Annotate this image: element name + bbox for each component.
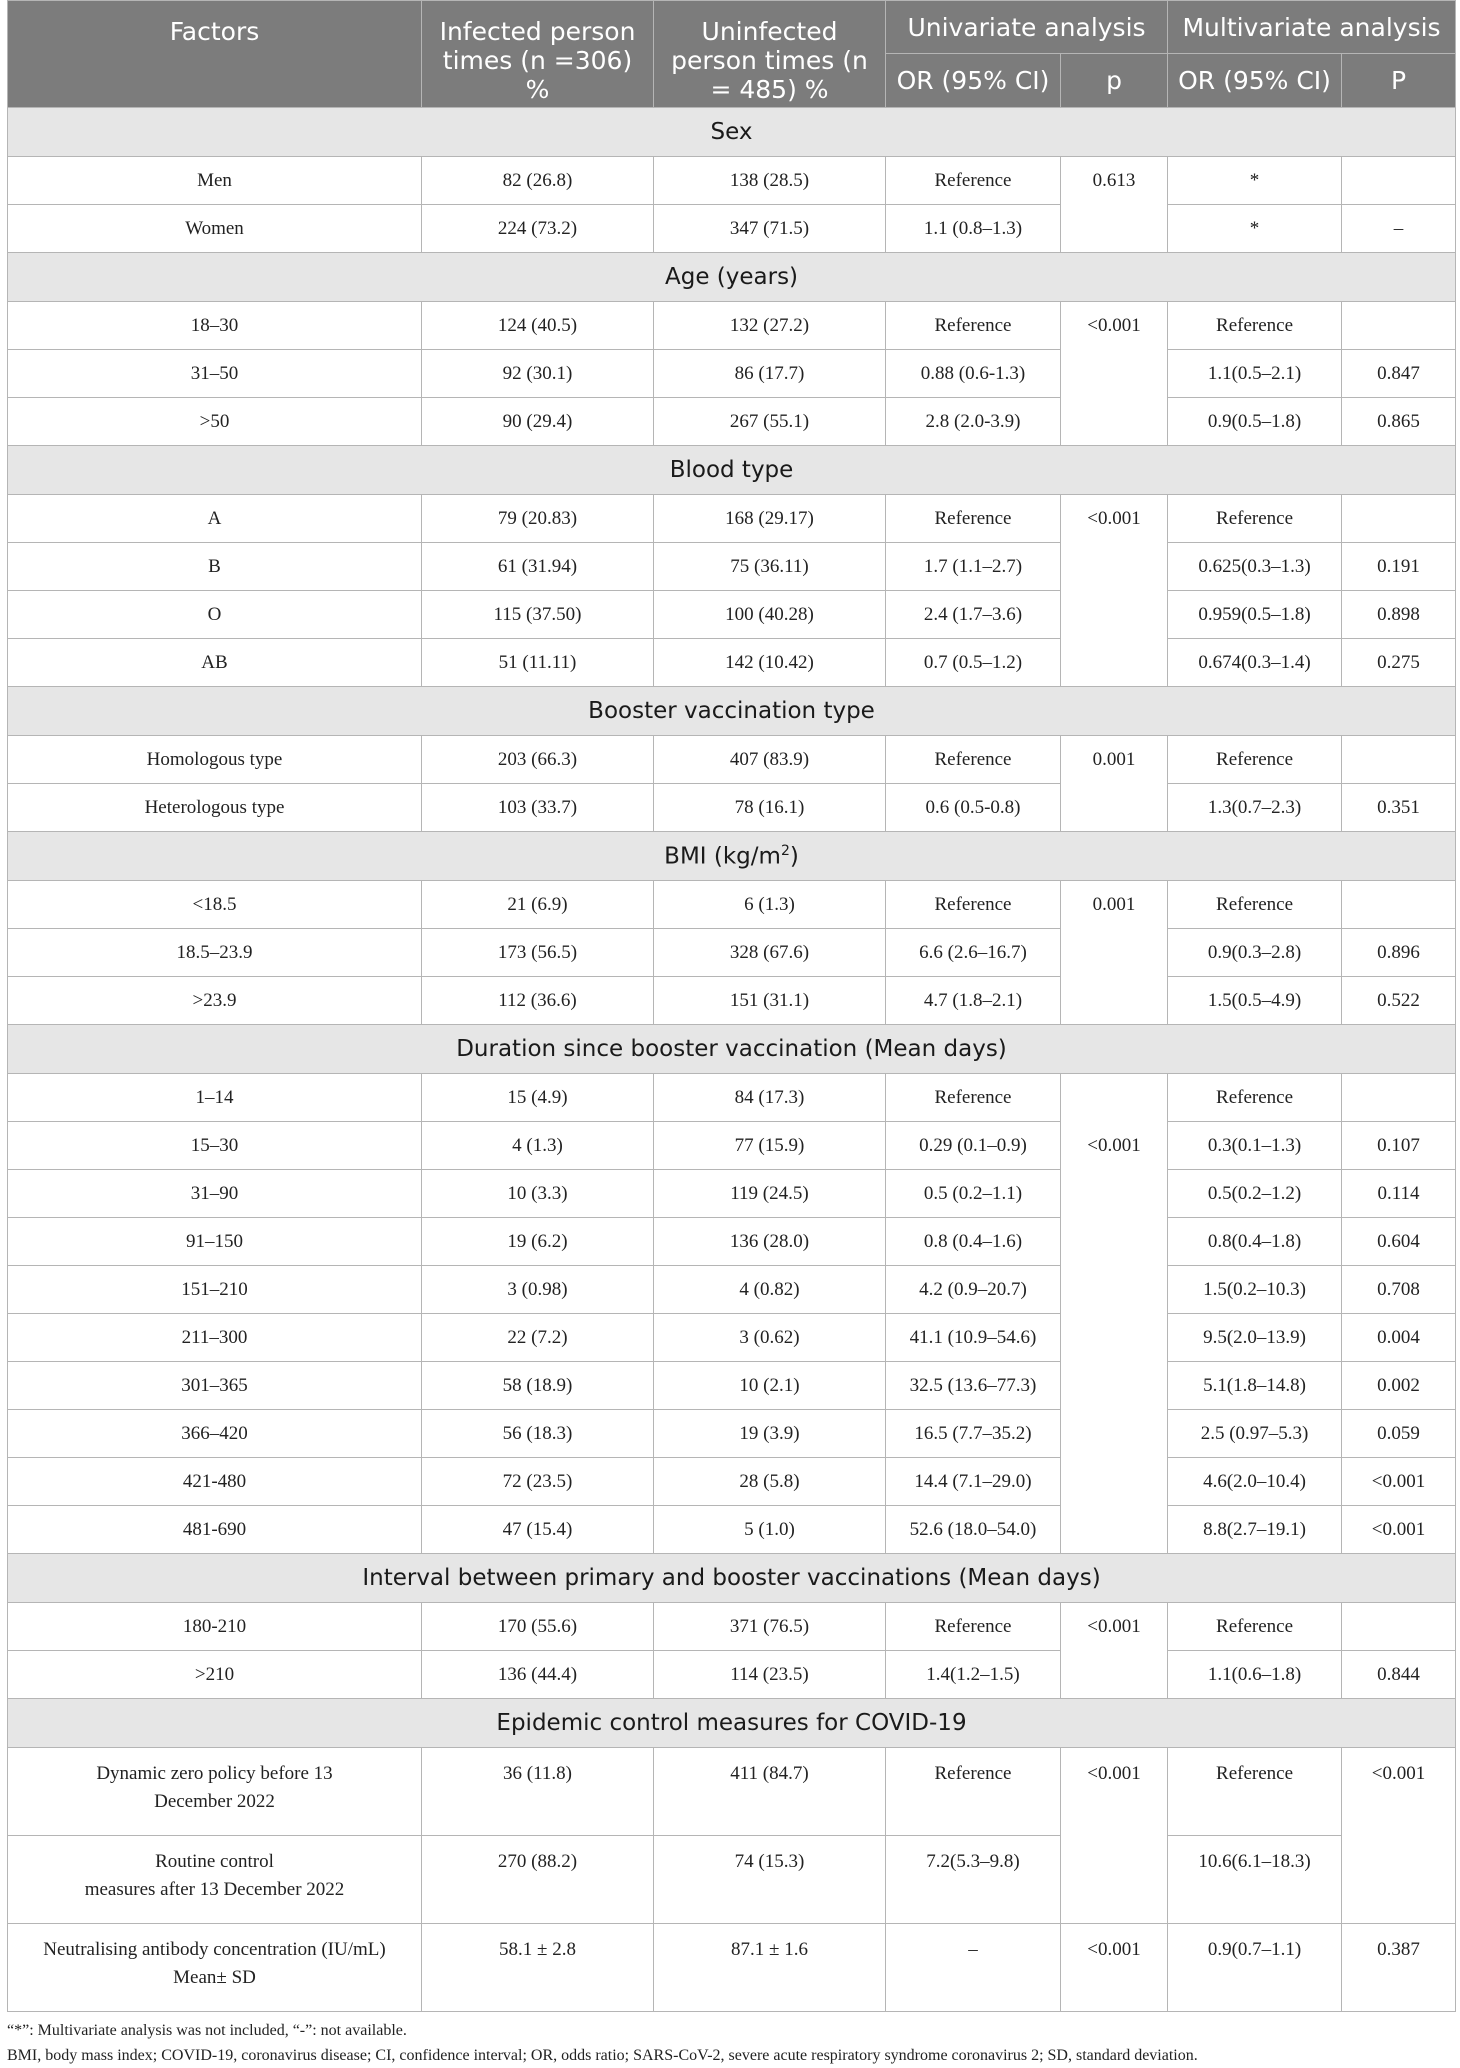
table-row: [8, 881, 1456, 929]
cell-uni-p: [1061, 1314, 1168, 1362]
cell-factor: 31–90: [8, 1170, 422, 1218]
cell-uninfected: 371 (76.5): [654, 1603, 886, 1651]
cell-uni-p: [1061, 543, 1168, 591]
cell-multi-p: 0.898: [1342, 591, 1456, 639]
table-row: [8, 1266, 1456, 1314]
cell-infected: 22 (7.2): [422, 1314, 654, 1362]
footnote-symbols: “*”: Multivariate analysis was not included, “-”: not available.: [7, 2022, 407, 2039]
cell-uni-or: 0.8 (0.4–1.6): [886, 1218, 1061, 1266]
header-infected: Infected person times (n =306) %: [422, 1, 654, 108]
header-uni-or: OR (95% CI): [886, 54, 1061, 108]
cell-multi-p: 0.844: [1342, 1651, 1456, 1699]
cell-uninfected: 267 (55.1): [654, 398, 886, 446]
cell-multi-p: [1342, 1603, 1456, 1651]
cell-uninfected: 138 (28.5): [654, 157, 886, 205]
cell-uni-or: 41.1 (10.9–54.6): [886, 1314, 1061, 1362]
cell-multi-p: 0.275: [1342, 639, 1456, 687]
cell-uni-or: 4.7 (1.8–2.1): [886, 977, 1061, 1025]
cell-uninfected: 347 (71.5): [654, 205, 886, 253]
table-row: [8, 1924, 1456, 2012]
section-age: Age (years): [8, 253, 1456, 302]
cell-uni-or: 16.5 (7.7–35.2): [886, 1410, 1061, 1458]
cell-uninfected: 86 (17.7): [654, 350, 886, 398]
cell-infected: 4 (1.3): [422, 1122, 654, 1170]
cell-factor: 180-210: [8, 1603, 422, 1651]
cell-uni-or: 2.4 (1.7–3.6): [886, 591, 1061, 639]
cell-infected: 3 (0.98): [422, 1266, 654, 1314]
cell-factor: Heterologous type: [8, 784, 422, 832]
cell-factor: 18–30: [8, 302, 422, 350]
cell-uni-or: Reference: [886, 881, 1061, 929]
cell-factor-line2: Mean± SD: [173, 1967, 256, 1988]
cell-uninfected: 6 (1.3): [654, 881, 886, 929]
cell-factor: [8, 1748, 422, 1836]
bmi-superscript: 2: [780, 842, 790, 859]
table-row: [8, 350, 1456, 398]
cell-uni-p: [1061, 929, 1168, 977]
cell-uninfected: 136 (28.0): [654, 1218, 886, 1266]
cell-infected: 224 (73.2): [422, 205, 654, 253]
cell-multi-p: 0.847: [1342, 350, 1456, 398]
cell-uni-or: 1.7 (1.1–2.7): [886, 543, 1061, 591]
cell-infected: 21 (6.9): [422, 881, 654, 929]
cell-uni-or: 1.1 (0.8–1.3): [886, 205, 1061, 253]
table-header: [8, 1, 1456, 108]
cell-factor-line2: December 2022: [154, 1791, 275, 1812]
cell-multi-or: 1.1(0.6–1.8): [1168, 1651, 1342, 1699]
cell-uni-or: 52.6 (18.0–54.0): [886, 1506, 1061, 1554]
cell-multi-p: 0.114: [1342, 1170, 1456, 1218]
table-row: [8, 1651, 1456, 1699]
cell-multi-or: 1.1(0.5–2.1): [1168, 350, 1342, 398]
cell-uni-p: [1061, 398, 1168, 446]
cell-factor-line1: Routine control: [155, 1851, 274, 1872]
cell-multi-p: 0.865: [1342, 398, 1456, 446]
cell-multi-or: 9.5(2.0–13.9): [1168, 1314, 1342, 1362]
cell-uni-p: [1061, 1506, 1168, 1554]
cell-uni-or: Reference: [886, 1603, 1061, 1651]
cell-uni-or: 0.7 (0.5–1.2): [886, 639, 1061, 687]
cell-uninfected: 407 (83.9): [654, 736, 886, 784]
cell-multi-p: [1342, 495, 1456, 543]
cell-multi-or: Reference: [1168, 302, 1342, 350]
cell-multi-or: 0.3(0.1–1.3): [1168, 1122, 1342, 1170]
cell-factor: 1–14: [8, 1074, 422, 1122]
header-multi-p: P: [1342, 54, 1456, 108]
cell-uni-or: 32.5 (13.6–77.3): [886, 1362, 1061, 1410]
cell-uni-or: 1.4(1.2–1.5): [886, 1651, 1061, 1699]
cell-factor: 421-480: [8, 1458, 422, 1506]
bmi-close: ): [789, 843, 799, 870]
cell-uni-or: 0.88 (0.6-1.3): [886, 350, 1061, 398]
cell-multi-or: 5.1(1.8–14.8): [1168, 1362, 1342, 1410]
cell-infected: 136 (44.4): [422, 1651, 654, 1699]
table-row: [8, 736, 1456, 784]
cell-uninfected: 19 (3.9): [654, 1410, 886, 1458]
table-row: [8, 1074, 1456, 1122]
cell-multi-p: 0.604: [1342, 1218, 1456, 1266]
cell-uninfected: 168 (29.17): [654, 495, 886, 543]
cell-factor: Homologous type: [8, 736, 422, 784]
cell-factor: AB: [8, 639, 422, 687]
cell-factor-line1: Dynamic zero policy before 13: [96, 1763, 333, 1784]
cell-multi-or: 0.625(0.3–1.3): [1168, 543, 1342, 591]
cell-multi-p: [1342, 881, 1456, 929]
table-row: [8, 1122, 1456, 1170]
section-interval: Interval between primary and booster vaccinations (Mean days): [8, 1554, 1456, 1603]
cell-multi-p: [1342, 157, 1456, 205]
cell-multi-or: *: [1168, 205, 1342, 253]
header-multivariate: Multivariate analysis: [1168, 1, 1456, 54]
cell-multi-p: <0.001: [1342, 1748, 1456, 1836]
cell-uni-p: [1061, 784, 1168, 832]
cell-infected: 112 (36.6): [422, 977, 654, 1025]
header-uninfected: Uninfected person times (n = 485) %: [654, 1, 886, 108]
table-container: [7, 0, 1455, 2068]
cell-multi-or: Reference: [1168, 736, 1342, 784]
cell-multi-p: 0.896: [1342, 929, 1456, 977]
cell-factor: 151–210: [8, 1266, 422, 1314]
cell-uni-p: [1061, 1266, 1168, 1314]
cell-uni-or: Reference: [886, 157, 1061, 205]
table-row: [8, 639, 1456, 687]
cell-infected: 103 (33.7): [422, 784, 654, 832]
cell-infected: 36 (11.8): [422, 1748, 654, 1836]
cell-uninfected: 328 (67.6): [654, 929, 886, 977]
cell-uni-or: Reference: [886, 736, 1061, 784]
cell-uninfected: 74 (15.3): [654, 1836, 886, 1924]
cell-multi-or: 0.9(0.7–1.1): [1168, 1924, 1342, 2012]
cell-multi-p: 0.004: [1342, 1314, 1456, 1362]
section-booster-type: Booster vaccination type: [8, 687, 1456, 736]
cell-uni-p: [1061, 1074, 1168, 1122]
cell-factor: [8, 1924, 422, 2012]
cell-uni-p: [1061, 1362, 1168, 1410]
cell-multi-p: <0.001: [1342, 1506, 1456, 1554]
cell-factor: B: [8, 543, 422, 591]
footnote-abbreviations: BMI, body mass index; COVID-19, coronavirus disease; CI, confidence interval; OR, odds ratio; SARS-CoV-2, severe acute respiratory syndrome coronavirus 2; SD, standard deviation.: [7, 2047, 1198, 2064]
cell-uninfected: 3 (0.62): [654, 1314, 886, 1362]
cell-factor: 31–50: [8, 350, 422, 398]
table-row: [8, 495, 1456, 543]
cell-uninfected: 132 (27.2): [654, 302, 886, 350]
cell-multi-p: [1342, 736, 1456, 784]
cell-multi-or: 1.5(0.5–4.9): [1168, 977, 1342, 1025]
cell-infected: 72 (23.5): [422, 1458, 654, 1506]
results-table: [7, 0, 1456, 2012]
cell-infected: 173 (56.5): [422, 929, 654, 977]
cell-infected: 270 (88.2): [422, 1836, 654, 1924]
cell-multi-or: 0.5(0.2–1.2): [1168, 1170, 1342, 1218]
cell-uni-p: [1061, 205, 1168, 253]
cell-uni-p: <0.001: [1061, 495, 1168, 543]
cell-uni-p: 0.001: [1061, 736, 1168, 784]
cell-factor: >210: [8, 1651, 422, 1699]
table-row: [8, 1506, 1456, 1554]
cell-uni-or: Reference: [886, 302, 1061, 350]
cell-multi-p: [1342, 1836, 1456, 1924]
cell-uni-or: Reference: [886, 1074, 1061, 1122]
cell-factor-line2: measures after 13 December 2022: [84, 1879, 345, 1900]
section-epidemic-control: Epidemic control measures for COVID-19: [8, 1699, 1456, 1748]
cell-multi-p: 0.107: [1342, 1122, 1456, 1170]
cell-multi-or: Reference: [1168, 881, 1342, 929]
cell-multi-p: 0.708: [1342, 1266, 1456, 1314]
cell-multi-or: Reference: [1168, 1748, 1342, 1836]
cell-uninfected: 411 (84.7): [654, 1748, 886, 1836]
table-row: [8, 1170, 1456, 1218]
footnotes: [7, 2018, 1455, 2068]
table-row: [8, 1603, 1456, 1651]
cell-infected: 115 (37.50): [422, 591, 654, 639]
cell-uni-p: <0.001: [1061, 1924, 1168, 2012]
cell-uni-p: [1061, 591, 1168, 639]
cell-uni-p: [1061, 977, 1168, 1025]
cell-multi-or: 1.5(0.2–10.3): [1168, 1266, 1342, 1314]
cell-factor: >23.9: [8, 977, 422, 1025]
cell-uni-p: <0.001: [1061, 302, 1168, 350]
cell-uni-p: [1061, 1218, 1168, 1266]
cell-uni-or: –: [886, 1924, 1061, 2012]
table-row: [8, 205, 1456, 253]
header-factors: Factors: [8, 1, 422, 108]
cell-infected: 92 (30.1): [422, 350, 654, 398]
cell-factor: Women: [8, 205, 422, 253]
section-duration: Duration since booster vaccination (Mean days): [8, 1025, 1456, 1074]
cell-uninfected: 10 (2.1): [654, 1362, 886, 1410]
cell-uni-p: [1061, 639, 1168, 687]
cell-factor: A: [8, 495, 422, 543]
cell-uni-p: 0.001: [1061, 881, 1168, 929]
table-row: [8, 302, 1456, 350]
cell-uninfected: 100 (40.28): [654, 591, 886, 639]
table-row: [8, 1314, 1456, 1362]
cell-multi-p: 0.522: [1342, 977, 1456, 1025]
cell-factor: 301–365: [8, 1362, 422, 1410]
cell-multi-or: 0.9(0.5–1.8): [1168, 398, 1342, 446]
table-body: [8, 108, 1456, 2012]
cell-uninfected: 151 (31.1): [654, 977, 886, 1025]
cell-uni-p: <0.001: [1061, 1603, 1168, 1651]
cell-uni-p: [1061, 1410, 1168, 1458]
cell-infected: 90 (29.4): [422, 398, 654, 446]
cell-multi-or: 4.6(2.0–10.4): [1168, 1458, 1342, 1506]
cell-multi-or: 0.8(0.4–1.8): [1168, 1218, 1342, 1266]
cell-infected: 19 (6.2): [422, 1218, 654, 1266]
header-multi-or: OR (95% CI): [1168, 54, 1342, 108]
cell-infected: 58.1 ± 2.8: [422, 1924, 654, 2012]
section-sex: Sex: [8, 108, 1456, 157]
cell-uni-or: 0.5 (0.2–1.1): [886, 1170, 1061, 1218]
cell-uni-p: [1061, 1651, 1168, 1699]
cell-multi-or: 10.6(6.1–18.3): [1168, 1836, 1342, 1924]
cell-multi-p: 0.002: [1342, 1362, 1456, 1410]
cell-infected: 58 (18.9): [422, 1362, 654, 1410]
cell-uni-or: 0.6 (0.5-0.8): [886, 784, 1061, 832]
cell-uni-p: [1061, 1836, 1168, 1924]
table-row: [8, 543, 1456, 591]
cell-factor: 366–420: [8, 1410, 422, 1458]
cell-uni-or: 6.6 (2.6–16.7): [886, 929, 1061, 977]
cell-factor: 481-690: [8, 1506, 422, 1554]
table-row: [8, 1836, 1456, 1924]
cell-uninfected: 119 (24.5): [654, 1170, 886, 1218]
header-univariate: Univariate analysis: [886, 1, 1168, 54]
cell-uninfected: 78 (16.1): [654, 784, 886, 832]
cell-uni-or: Reference: [886, 1748, 1061, 1836]
table-row: [8, 398, 1456, 446]
table-row: [8, 1410, 1456, 1458]
cell-uni-p: <0.001: [1061, 1122, 1168, 1170]
cell-uni-p: [1061, 1170, 1168, 1218]
cell-uninfected: 84 (17.3): [654, 1074, 886, 1122]
section-blood-type: Blood type: [8, 446, 1456, 495]
cell-uni-p: [1061, 1458, 1168, 1506]
cell-uni-or: 4.2 (0.9–20.7): [886, 1266, 1061, 1314]
cell-factor: 91–150: [8, 1218, 422, 1266]
cell-multi-p: [1342, 302, 1456, 350]
cell-multi-p: 0.387: [1342, 1924, 1456, 2012]
cell-uninfected: 75 (36.11): [654, 543, 886, 591]
table-row: [8, 1362, 1456, 1410]
table-row: [8, 784, 1456, 832]
cell-factor: >50: [8, 398, 422, 446]
cell-factor: Men: [8, 157, 422, 205]
cell-multi-p: [1342, 1074, 1456, 1122]
cell-multi-or: 0.959(0.5–1.8): [1168, 591, 1342, 639]
cell-infected: 170 (55.6): [422, 1603, 654, 1651]
cell-multi-p: –: [1342, 205, 1456, 253]
table-row: [8, 1218, 1456, 1266]
cell-infected: 10 (3.3): [422, 1170, 654, 1218]
cell-uni-or: Reference: [886, 495, 1061, 543]
cell-multi-p: 0.351: [1342, 784, 1456, 832]
cell-uninfected: 5 (1.0): [654, 1506, 886, 1554]
cell-uni-p: <0.001: [1061, 1748, 1168, 1836]
cell-infected: 203 (66.3): [422, 736, 654, 784]
cell-multi-or: Reference: [1168, 1074, 1342, 1122]
cell-uninfected: 87.1 ± 1.6: [654, 1924, 886, 2012]
cell-multi-or: *: [1168, 157, 1342, 205]
cell-multi-p: 0.191: [1342, 543, 1456, 591]
header-uni-p: p: [1061, 54, 1168, 108]
cell-factor-line1: Neutralising antibody concentration (IU/mL): [43, 1939, 386, 1960]
cell-infected: 82 (26.8): [422, 157, 654, 205]
cell-factor: 18.5–23.9: [8, 929, 422, 977]
cell-uninfected: 4 (0.82): [654, 1266, 886, 1314]
cell-uni-or: 0.29 (0.1–0.9): [886, 1122, 1061, 1170]
cell-uni-p: [1061, 350, 1168, 398]
cell-uninfected: 77 (15.9): [654, 1122, 886, 1170]
cell-multi-or: 8.8(2.7–19.1): [1168, 1506, 1342, 1554]
bmi-label: BMI (kg/m: [664, 843, 781, 870]
cell-uni-or: 7.2(5.3–9.8): [886, 1836, 1061, 1924]
table-row: [8, 591, 1456, 639]
cell-uninfected: 142 (10.42): [654, 639, 886, 687]
cell-infected: 124 (40.5): [422, 302, 654, 350]
cell-factor: [8, 1836, 422, 1924]
table-row: [8, 977, 1456, 1025]
table-row: [8, 1748, 1456, 1836]
cell-multi-or: Reference: [1168, 1603, 1342, 1651]
cell-uninfected: 28 (5.8): [654, 1458, 886, 1506]
cell-infected: 15 (4.9): [422, 1074, 654, 1122]
cell-infected: 56 (18.3): [422, 1410, 654, 1458]
table-row: [8, 929, 1456, 977]
cell-infected: 47 (15.4): [422, 1506, 654, 1554]
cell-factor: O: [8, 591, 422, 639]
cell-factor: 15–30: [8, 1122, 422, 1170]
cell-uni-or: 2.8 (2.0-3.9): [886, 398, 1061, 446]
cell-factor: 211–300: [8, 1314, 422, 1362]
cell-uninfected: 114 (23.5): [654, 1651, 886, 1699]
section-bmi: [8, 832, 1456, 881]
cell-infected: 51 (11.11): [422, 639, 654, 687]
table-row: [8, 1458, 1456, 1506]
cell-multi-or: 0.674(0.3–1.4): [1168, 639, 1342, 687]
cell-infected: 79 (20.83): [422, 495, 654, 543]
cell-multi-or: Reference: [1168, 495, 1342, 543]
cell-infected: 61 (31.94): [422, 543, 654, 591]
cell-multi-or: 1.3(0.7–2.3): [1168, 784, 1342, 832]
cell-factor: <18.5: [8, 881, 422, 929]
cell-uni-or: 14.4 (7.1–29.0): [886, 1458, 1061, 1506]
cell-multi-p: 0.059: [1342, 1410, 1456, 1458]
cell-multi-or: 0.9(0.3–2.8): [1168, 929, 1342, 977]
cell-multi-p: <0.001: [1342, 1458, 1456, 1506]
cell-uni-p: 0.613: [1061, 157, 1168, 205]
table-row: [8, 157, 1456, 205]
cell-multi-or: 2.5 (0.97–5.3): [1168, 1410, 1342, 1458]
